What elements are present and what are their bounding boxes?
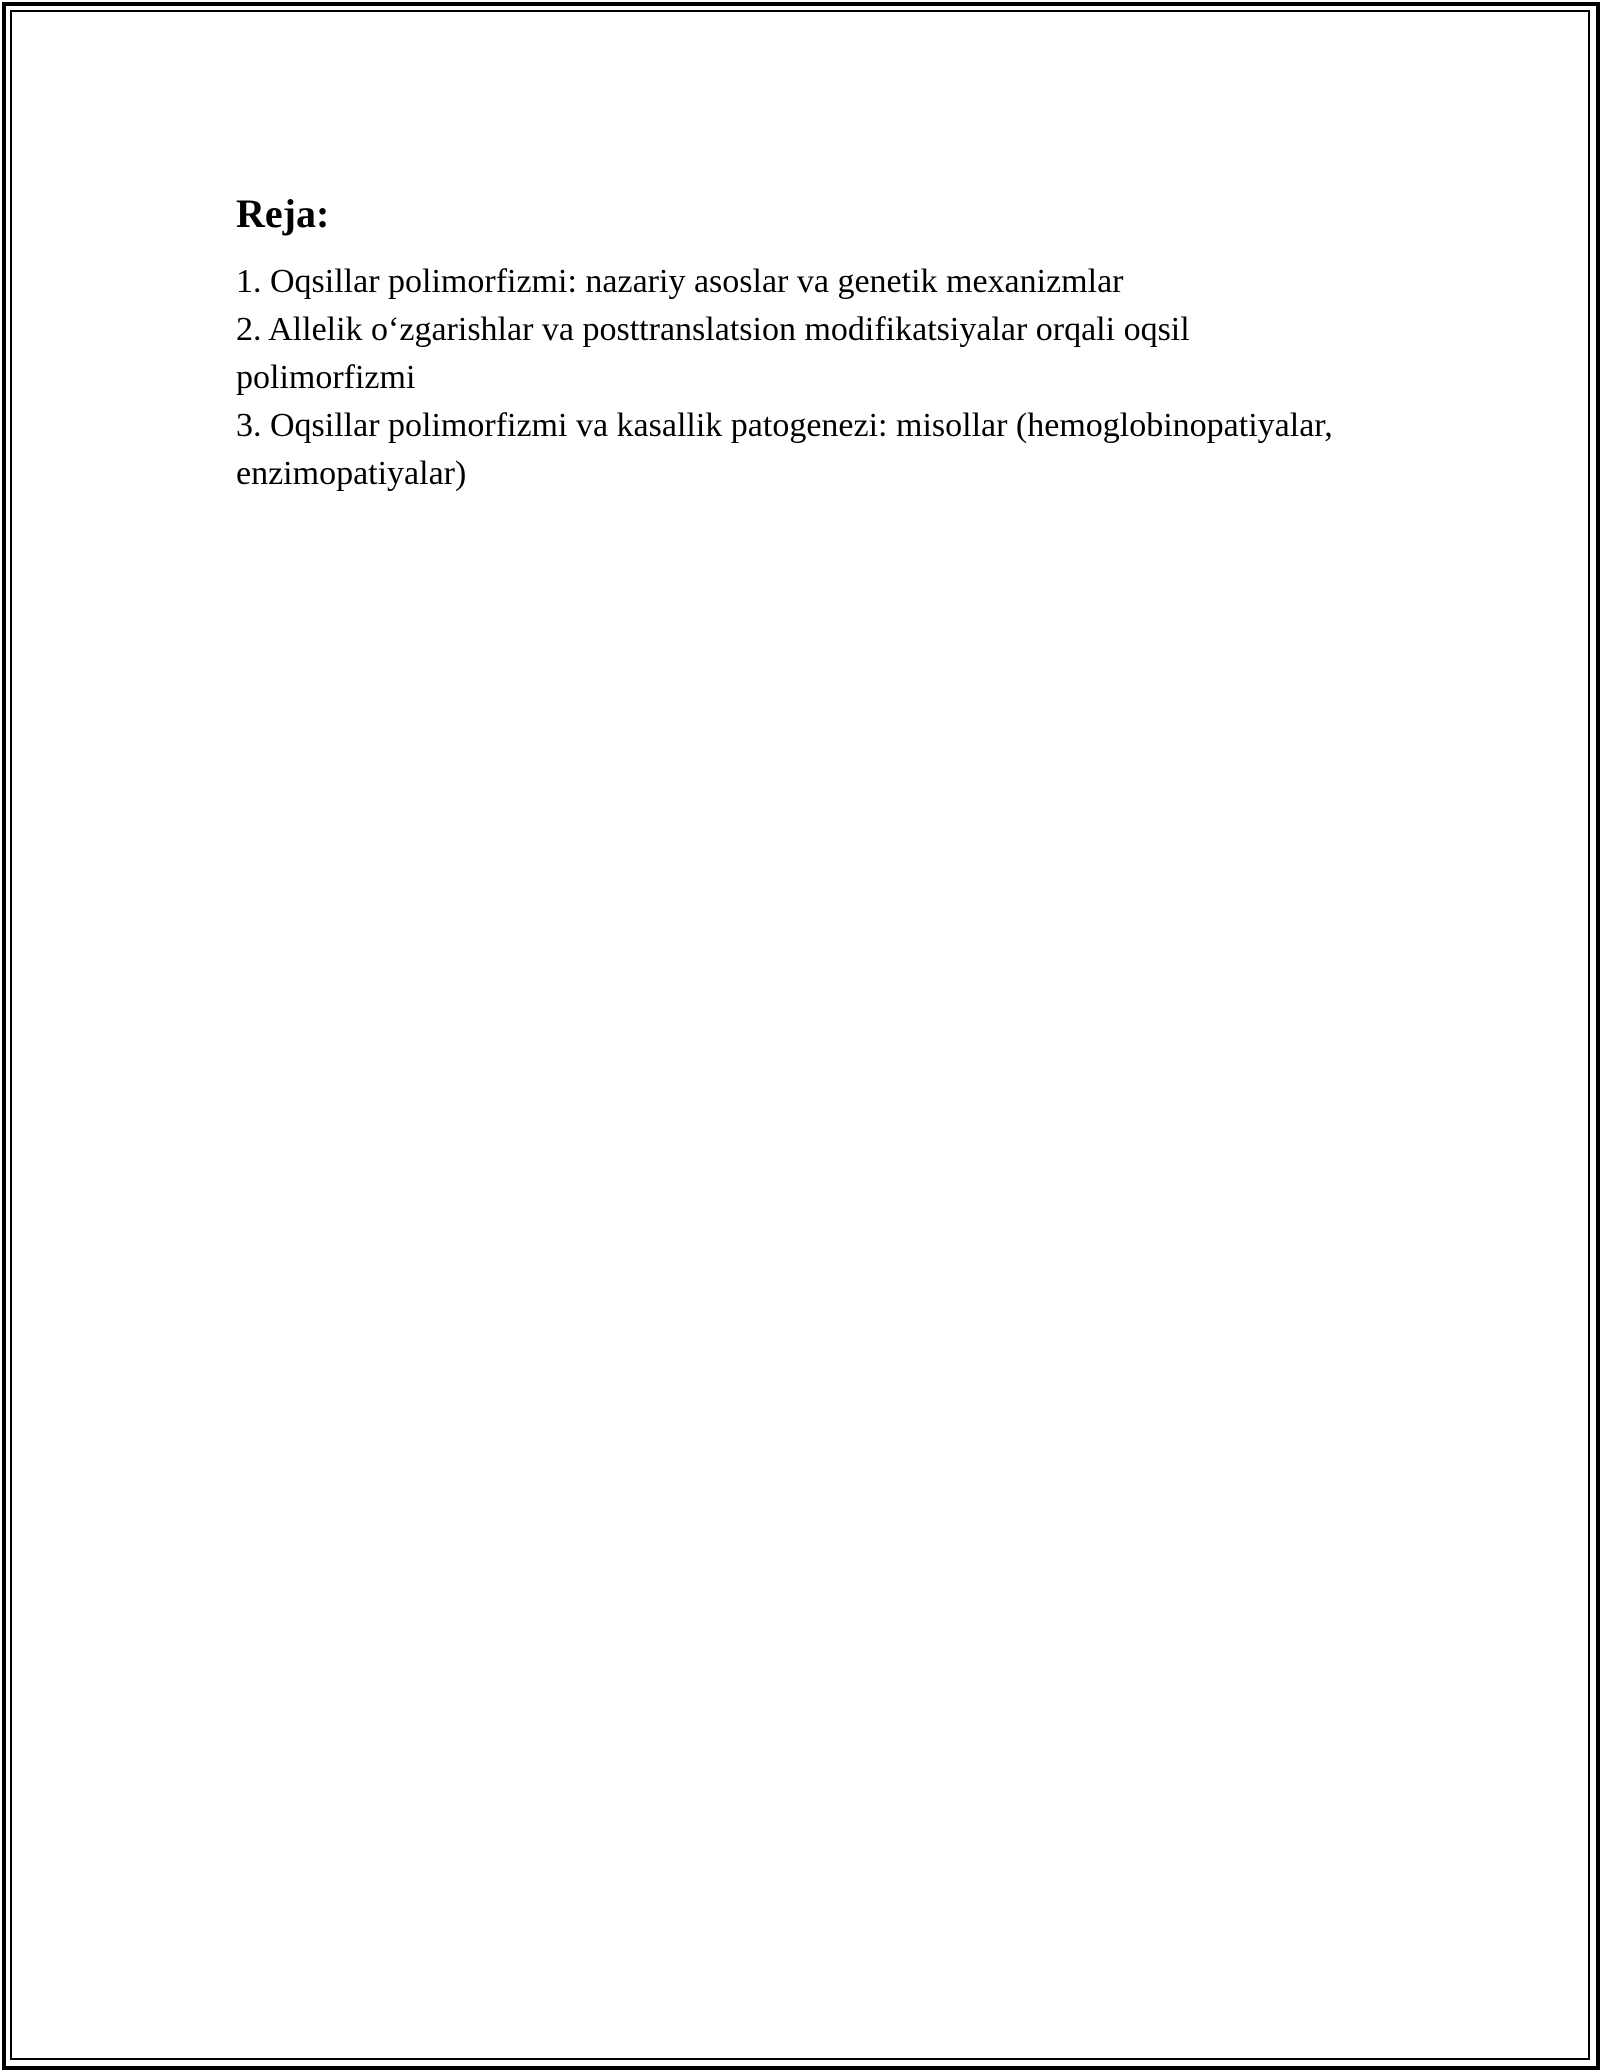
plan-heading: Reja: [236,191,330,236]
plan-list [236,258,1356,498]
plan-item: 1. Oqsillar polimorfizmi: nazariy asoslar va genetik mexanizmlar [236,263,1124,300]
plan-item: 2. Allelik o‘zgarishlar va posttranslatsion modifikatsiyalar orqali oqsil polimorfizmi [236,311,1190,396]
page-content [236,184,1356,498]
plan-item: 3. Oqsillar polimorfizmi va kasallik patogenezi: misollar (hemoglobinopatiyalar, enzimopatiyalar) [236,407,1333,492]
